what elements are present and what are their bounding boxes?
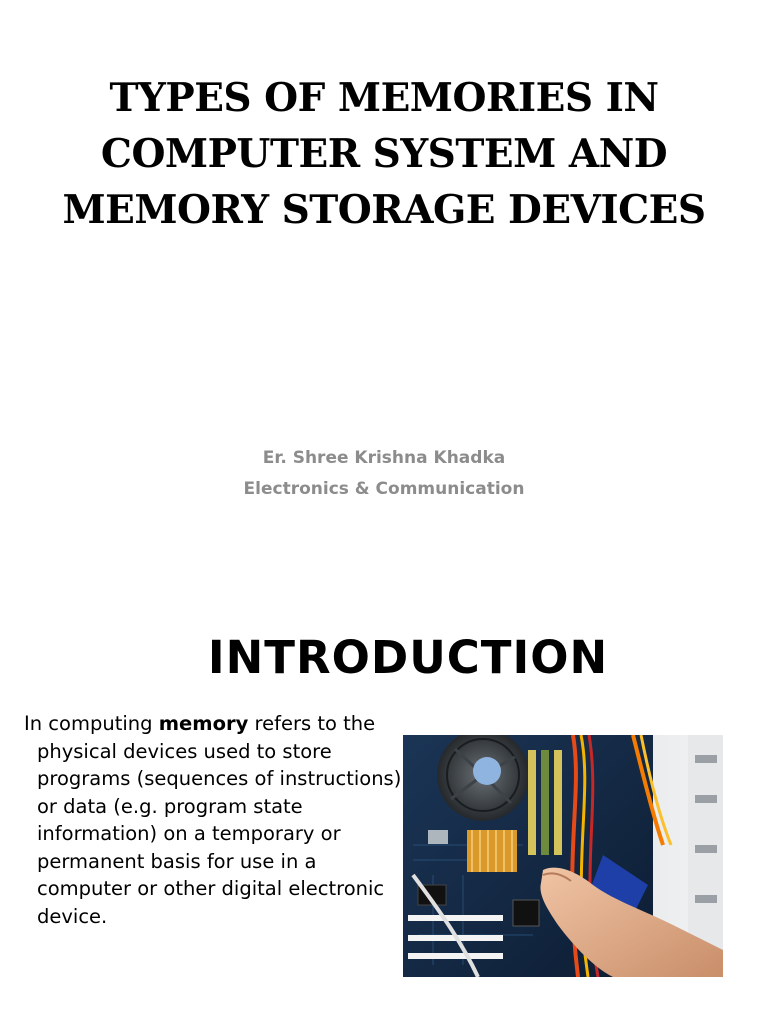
intro-heading: INTRODUCTION <box>207 631 609 684</box>
title-line-2: COMPUTER SYSTEM AND <box>100 131 668 177</box>
intro-text-start: In computing <box>24 712 159 735</box>
intro-text-rest: refers to the physical devices used to store programs (sequences of instructions) or data (e.g. program state information) on a temporary or permanent basis for use in a computer or other digital electronic device. <box>37 712 402 928</box>
title-line-3: MEMORY STORAGE DEVICES <box>62 187 706 233</box>
author-department: Electronics & Communication <box>243 479 525 499</box>
intro-slide <box>0 600 768 1024</box>
computer-motherboard-photo <box>403 735 723 977</box>
title-line-1: TYPES OF MEMORIES IN <box>109 75 659 121</box>
author-name: Er. Shree Krishna Khadka <box>262 448 506 468</box>
intro-paragraph <box>24 710 407 930</box>
intro-keyword-memory: memory <box>158 712 249 735</box>
